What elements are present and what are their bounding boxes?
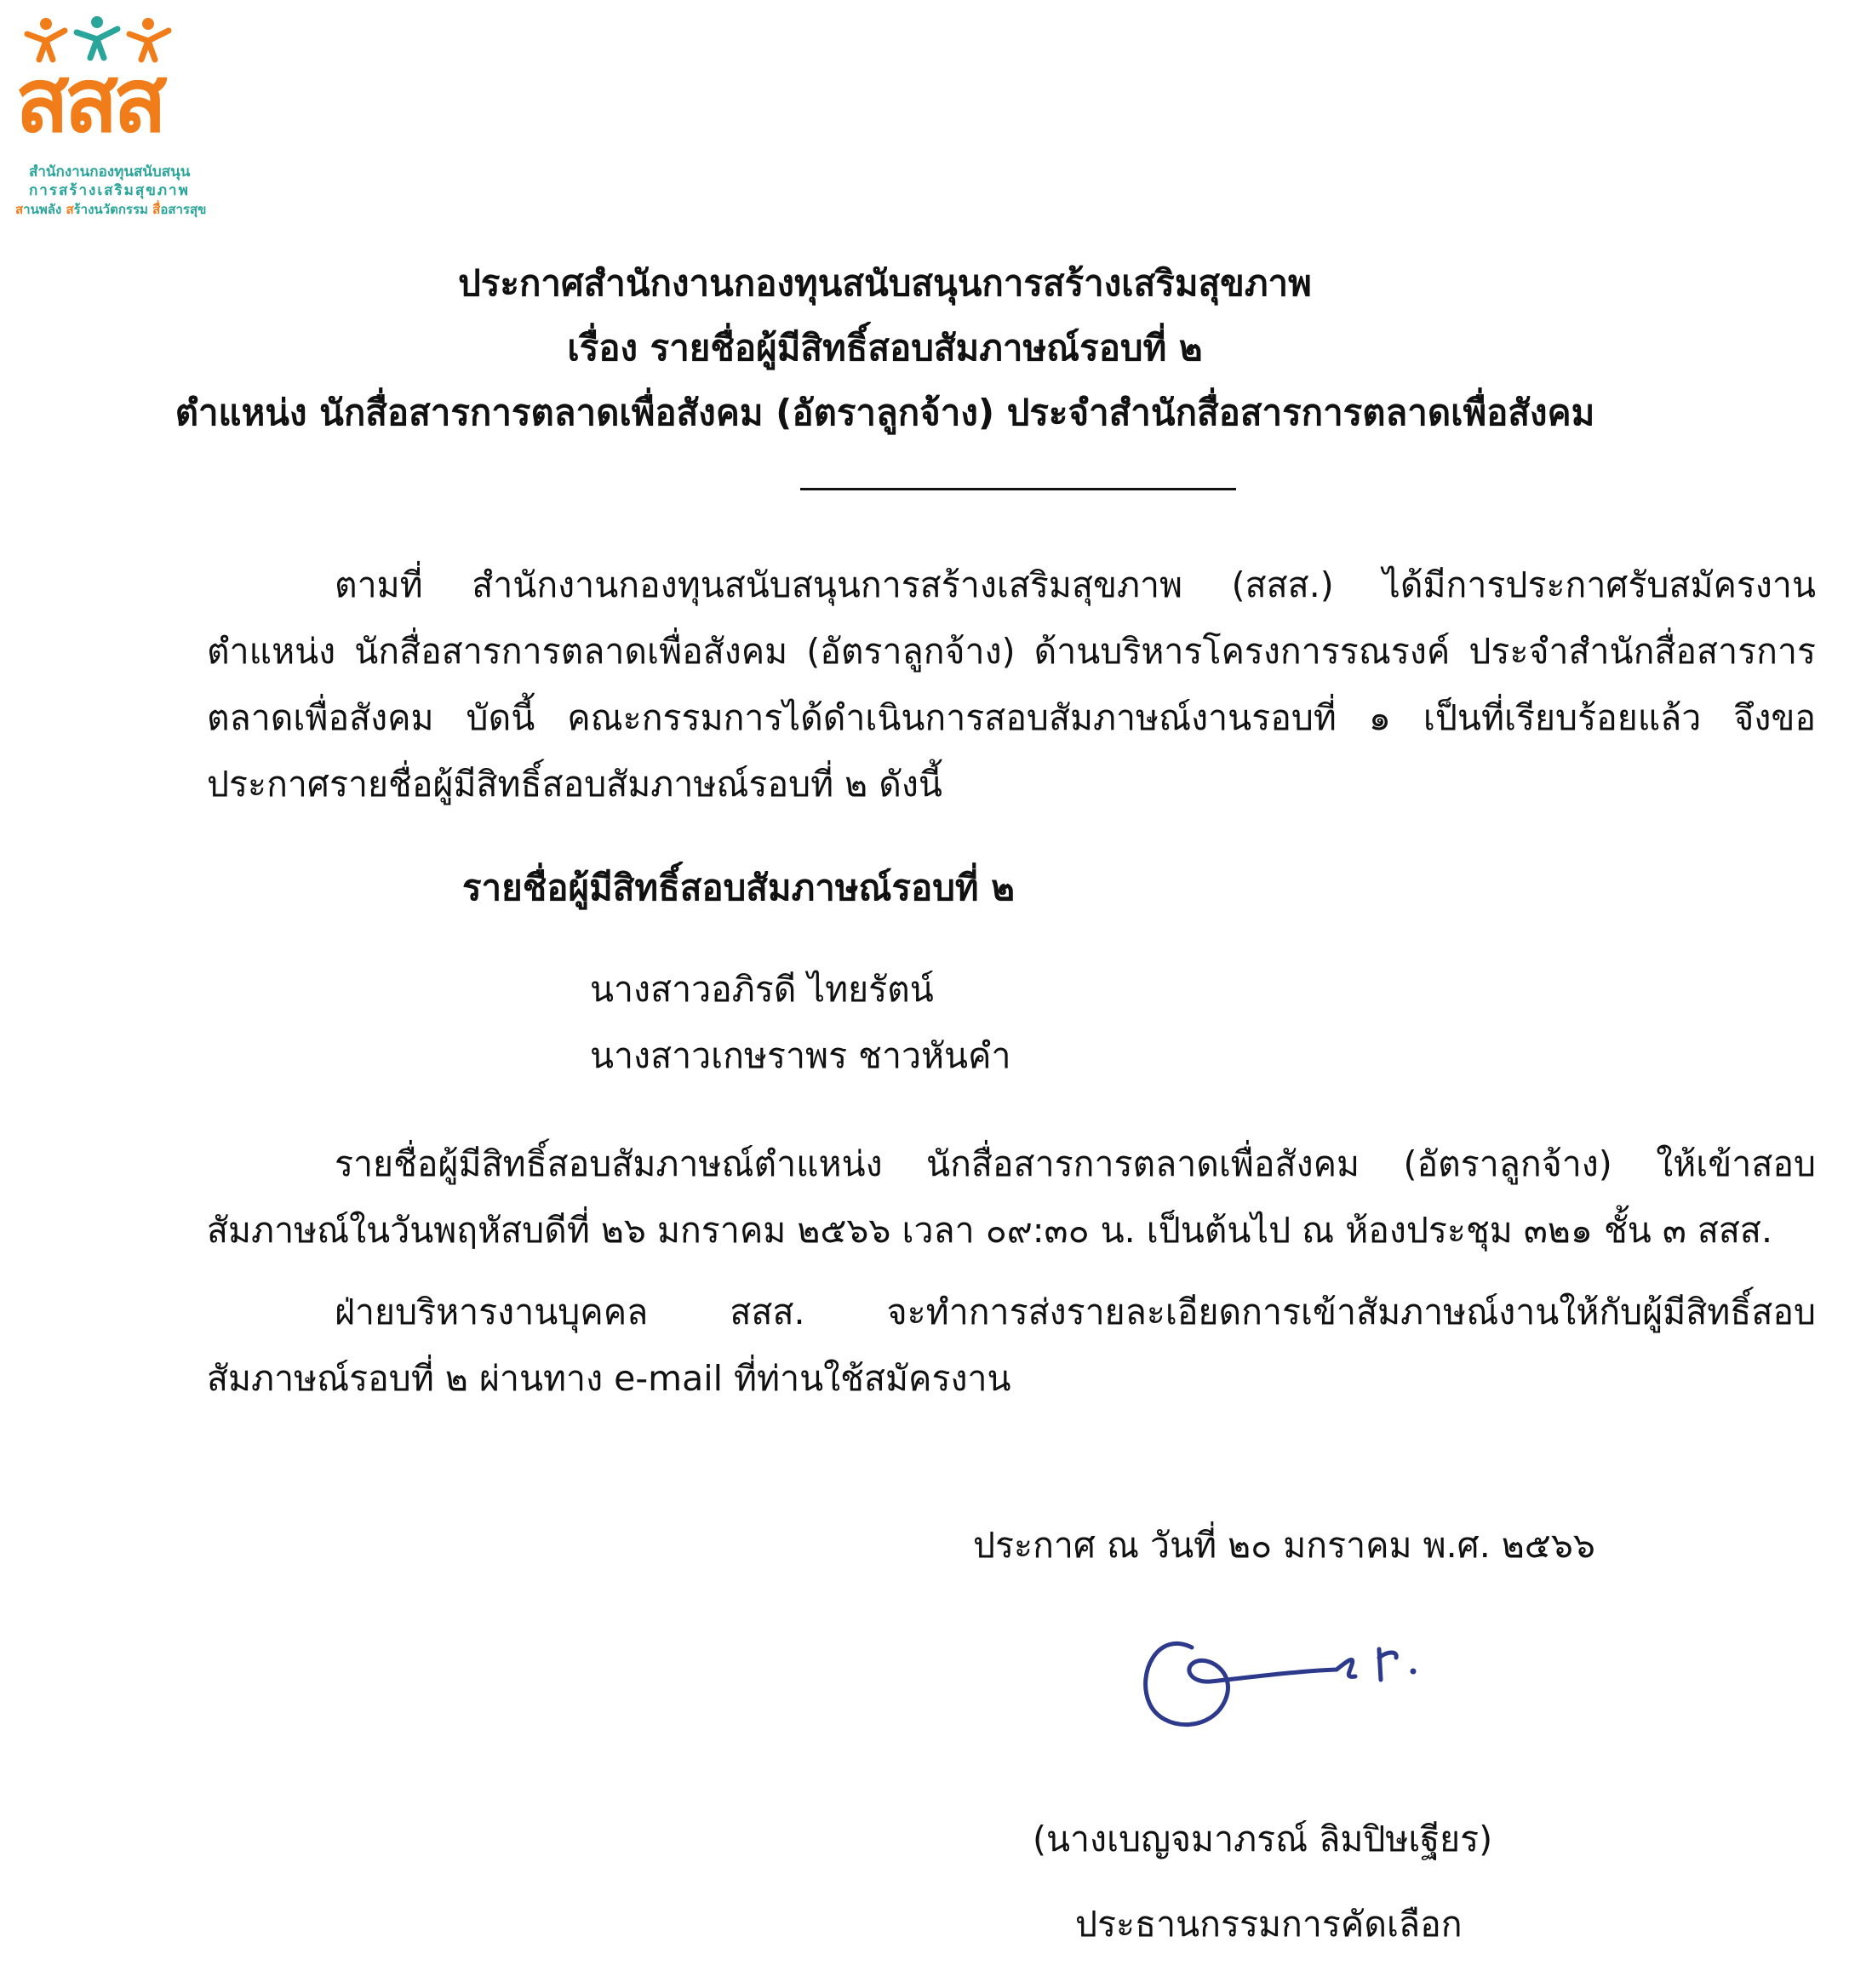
logo-wordmark: สสส — [15, 49, 163, 152]
title-line-1: ประกาศสำนักงานกองทุนสนับสนุนการสร้างเสริมสุขภาพ — [458, 262, 1312, 304]
title-line-3: ตำแหน่ง นักสื่อสารการตลาดเพื่อสังคม (อัตราลูกจ้าง) ประจำสำนักสื่อสารการตลาดเพื่อสังคม — [175, 392, 1595, 433]
hr-notice-paragraph: ฝ่ายบริหารงานบุคคล สสส. จะทำการส่งรายละเอียดการเข้าสัมภาษณ์งานให้กับผู้มีสิทธิ์สอบสัมภาษณ์รอบที่ ๒ ผ่านทาง e-mail ที่ท่านใช้สมัครงาน — [207, 1292, 1816, 1399]
candidates-heading: รายชื่อผู้มีสิทธิ์สอบสัมภาษณ์รอบที่ ๒ — [462, 867, 1015, 908]
intro-paragraph: ตามที่ สำนักงานกองทุนสนับสนุนการสร้างเสริมสุขภาพ (สสส.) ได้มีการประกาศรับสมัครงาน ตำแหน่ง นักสื่อสารการตลาดเพื่อสังคม (อัตราลูกจ้าง) ด้านบริหารโครงการรณรงค์ ประจำสำนักสื่อสารการตลาดเพื่อสังคม บัดนี้ คณะกรรมการได้ดำเนินการสอบสัมภาษณ์งานรอบที่ ๑ เป็นที่เรียบร้อยแล้ว จึงขอประกาศรายชื่อผู้มีสิทธิ์สอบสัมภาษณ์รอบที่ ๒ ดังนี้ — [207, 564, 1816, 805]
interview-schedule-paragraph: รายชื่อผู้มีสิทธิ์สอบสัมภาษณ์ตำแหน่ง นักสื่อสารการตลาดเพื่อสังคม (อัตราลูกจ้าง) ให้เข้าสอบสัมภาษณ์ในวันพฤหัสบดีที่ ๒๖ มกราคม ๒๕๖๖ เวลา ๐๙:๓๐ น. เป็นต้นไป ณ ห้องประชุม ๓๒๑ ชั้น ๓ สสส. — [207, 1143, 1816, 1251]
candidate-name: นางสาวเกษราพร ชาวหันคำ — [590, 1035, 1011, 1076]
title-line-2: เรื่อง รายชื่อผู้มีสิทธิ์สอบสัมภาษณ์รอบที่ ๒ — [567, 327, 1203, 369]
announcement-date: ประกาศ ณ วันที่ ๒๐ มกราคม พ.ศ. ๒๕๖๖ — [973, 1525, 1595, 1566]
candidate-name: นางสาวอภิรดี ไทยรัตน์ — [590, 969, 934, 1010]
logo-slogan: สานพลัง สร้างนวัตกรรม สื่อสารสุข — [15, 202, 207, 217]
title-divider — [800, 488, 1236, 490]
logo-org-line2: การสร้างเสริมสุขภาพ — [29, 182, 190, 199]
signer-name: (นางเบญจมาภรณ์ ลิมปิษเฐียร) — [1033, 1819, 1493, 1859]
signer-role: ประธานกรรมการคัดเลือก — [1075, 1904, 1463, 1945]
logo-org-line1: สำนักงานกองทุนสนับสนุน — [29, 163, 191, 180]
handwritten-signature — [1132, 1613, 1439, 1741]
thaihealth-logo — [15, 15, 228, 217]
